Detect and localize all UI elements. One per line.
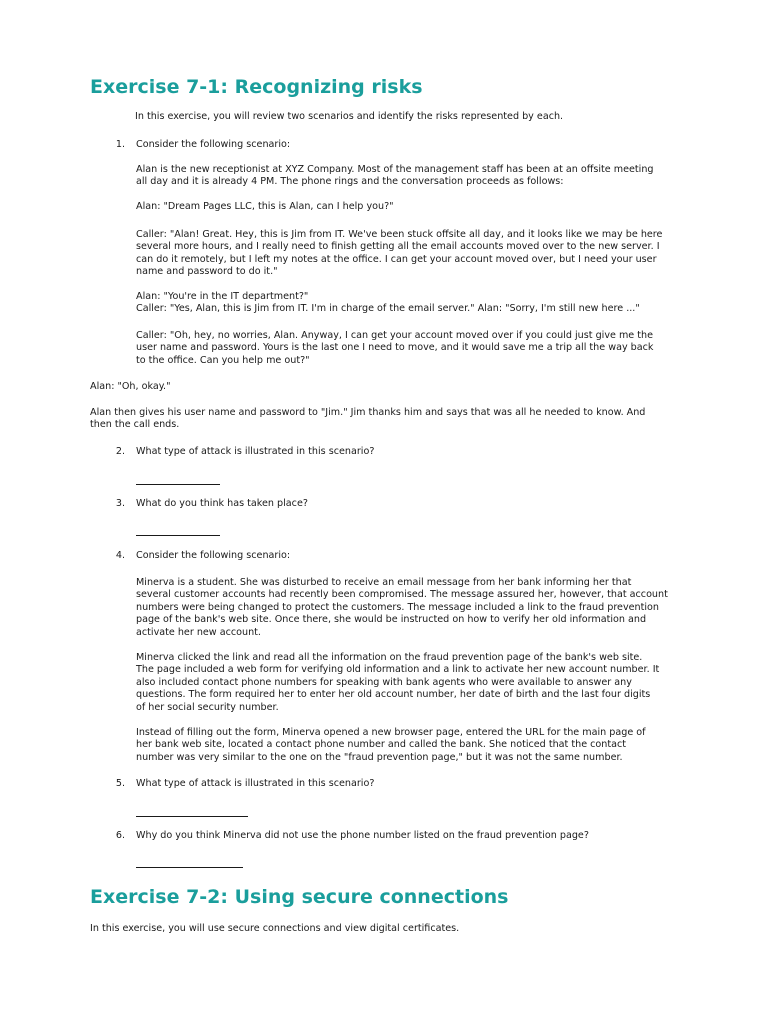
item-number: 5. (115, 778, 125, 789)
item-number: 1. (115, 139, 125, 150)
scenario-1-paragraph: Alan: "Oh, okay." (90, 381, 171, 392)
scenario-1-paragraph: Alan then gives his user name and password to "Jim." Jim thanks him and says that was all he needed to know. And then the call ends. (90, 407, 646, 431)
scenario-2-paragraph: Minerva is a student. She was disturbed to receive an email message from her bank informing her that several customer accounts had recently been compromised. The message assured her, however, that account numbers were being changed to protect the customers. The message included a link to the fraud prevention page of the bank's web site. Once there, she would be instructed on how to verify her old information and activate her new account. (136, 577, 668, 638)
answer-blank (136, 484, 220, 485)
exercise-7-1-title: Exercise 7-1: Recognizing risks (90, 76, 423, 98)
answer-blank (136, 867, 243, 868)
scenario-1-paragraph: Alan: "Dream Pages LLC, this is Alan, can I help you?" (136, 201, 394, 212)
answer-blank (136, 535, 220, 536)
item-number: 3. (115, 498, 125, 509)
item-text: What type of attack is illustrated in this scenario? (136, 778, 375, 789)
item-text: What type of attack is illustrated in this scenario? (136, 446, 375, 457)
item-text: Why do you think Minerva did not use the phone number listed on the fraud prevention page? (136, 830, 589, 841)
item-text: Consider the following scenario: (136, 550, 291, 561)
answer-blank (136, 816, 248, 817)
scenario-1-paragraph: Alan: "You're in the IT department?" Caller: "Yes, Alan, this is Jim from IT. I'm in charge of the email server." Alan: "Sorry, I'm still new here ..." (136, 291, 640, 315)
item-text: Consider the following scenario: (136, 139, 291, 150)
item-number: 6. (115, 830, 125, 841)
item-text: What do you think has taken place? (136, 498, 308, 509)
item-number: 2. (115, 446, 125, 457)
item-number: 4. (115, 550, 125, 561)
scenario-2-paragraph: Instead of filling out the form, Minerva opened a new browser page, entered the URL for the main page of her bank web site, located a contact phone number and called the bank. She noticed that the contact number was very similar to the one on the "fraud prevention page," but it was not the same number. (136, 727, 646, 763)
scenario-1-paragraph: Caller: "Oh, hey, no worries, Alan. Anyway, I can get your account moved over if you could just give me the user name and password. Yours is the last one I need to move, and it would save me a trip all the way back to the office. Can you help me out?" (136, 330, 654, 366)
exercise-7-1-intro: In this exercise, you will review two scenarios and identify the risks represented by each. (135, 111, 564, 122)
scenario-2-paragraph: Minerva clicked the link and read all the information on the fraud prevention page of the bank's web site. The page included a web form for verifying old information and a link to activate her new account number. It also included contact phone numbers for speaking with bank agents who were available to answer any questions. The form required her to enter her old account number, her date of birth and the last four digits of her social security number. (136, 652, 660, 713)
exercise-7-2-intro: In this exercise, you will use secure connections and view digital certificates. (90, 923, 460, 934)
scenario-1-paragraph: Alan is the new receptionist at XYZ Company. Most of the management staff has been at an offsite meeting all day and it is already 4 PM. The phone rings and the conversation proceeds as follows: (136, 164, 654, 188)
scenario-1-paragraph: Caller: "Alan! Great. Hey, this is Jim from IT. We've been stuck offsite all day, and it looks like we may be here several more hours, and I really need to finish getting all the email accounts moved over to the new server. I can do it remotely, but I left my notes at the office. I can get your account moved over, but I need your user name and password to do it." (136, 229, 663, 278)
exercise-7-2-title: Exercise 7-2: Using secure connections (90, 886, 509, 908)
